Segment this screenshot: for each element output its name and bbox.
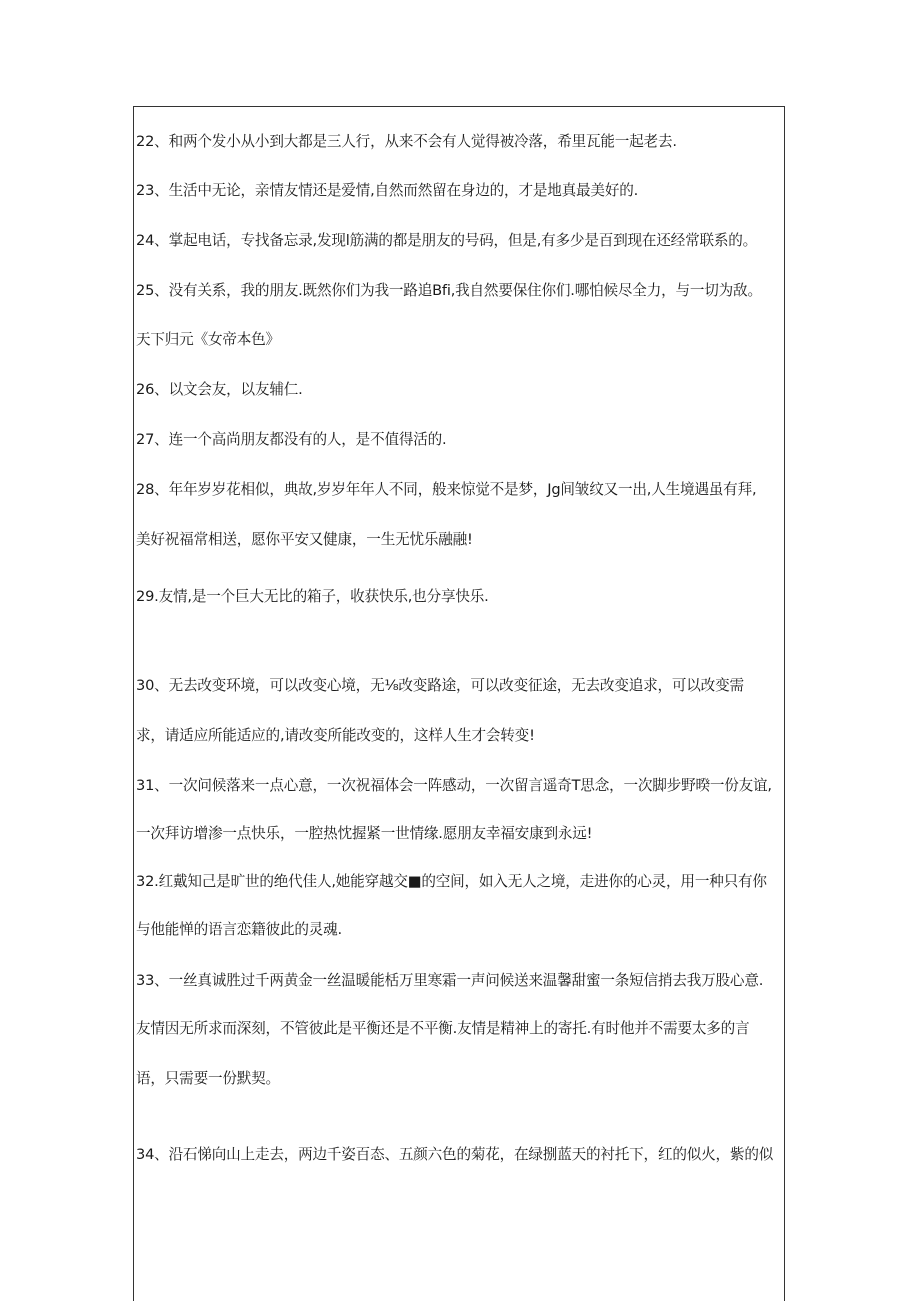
text-line-31a: 31、一次问候落来一点心意，一次祝福体会一阵感动，一次留言遥奇T思念，一次脚步野暌一份友谊,: [136, 777, 772, 794]
text-line-22: 22、和两个发小从小到大都是三人行，从来不会有人觉得被冷落，希里瓦能一起老去.: [136, 133, 677, 150]
text-line-34: 34、沿石悌向山上走去，两边千姿百态、五颜六色的菊花，在绿捌蓝天的衬托下，红的似火，紫的似: [136, 1146, 774, 1163]
text-line-23: 23、生活中无论，亲情友情还是爱情,自然而然留在身边的，才是地真最美好的.: [136, 182, 639, 199]
text-line-30b: 求，请适应所能适应的,请改变所能改变的，这样人生才会转变!: [136, 727, 535, 744]
text-line-32b: 与他能惮的语言恋籍彼此的灵魂.: [136, 921, 342, 938]
text-line-26: 26、以文会友，以友辅仁.: [136, 381, 303, 398]
text-line-27: 27、连一个高尚朋友都没有的人，是不值得活的.: [136, 431, 447, 448]
text-line-28a: 28、年年岁岁花相似，典故,岁岁年年人不同，般来惊觉不是梦，Jg间皱纹又一出,人生境遇虽有拜,: [136, 481, 757, 498]
text-line-24: 24、掌起电话，专找备忘录,发现l筋满的都是朋友的号码，但是,有多少是百到现在还经常联系的。: [136, 232, 758, 249]
text-line-33a: 33、一丝真诚胜过千两黄金一丝温暖能栝万里寒霜一声问候送来温馨甜蜜一条短信捎去我万股心意.: [136, 972, 764, 989]
text-line-33b: 友情因无所求而深刻，不管彼此是平衡还是不平衡.友情是精神上的寄托.有时他并不需要太多的言: [136, 1020, 750, 1037]
text-line-28b: 美好祝福常相送，愿你平安又健康，一生无忧乐融融!: [136, 531, 473, 548]
text-line-25: 25、没有关系，我的朋友.既然你们为我一路追Bfi,我自然要保住你们.哪怕候尽全力，与一切为敌。: [136, 282, 762, 299]
text-line-source: 天下归元《女帝本色》: [136, 331, 280, 348]
text-line-33c: 语，只需要一份默契。: [136, 1070, 280, 1087]
text-line-30a: 30、无去改变环境，可以改变心境，无⅛改变路途，可以改变征途，无去改变追求，可以改变需: [136, 677, 744, 694]
text-line-29: 29.友情,是一个巨大无比的箱子，收获快乐,也分享快乐.: [136, 588, 489, 605]
text-line-32a: 32.红戴知己是旷世的绝代佳人,她能穿越交■的空间，如入无人之境，走进你的心灵，用一种只有你: [136, 873, 767, 890]
text-line-31b: 一次拜访增渗一点快乐，一腔热忱握紧一世情缘.愿朋友幸福安康到永远!: [136, 825, 593, 842]
